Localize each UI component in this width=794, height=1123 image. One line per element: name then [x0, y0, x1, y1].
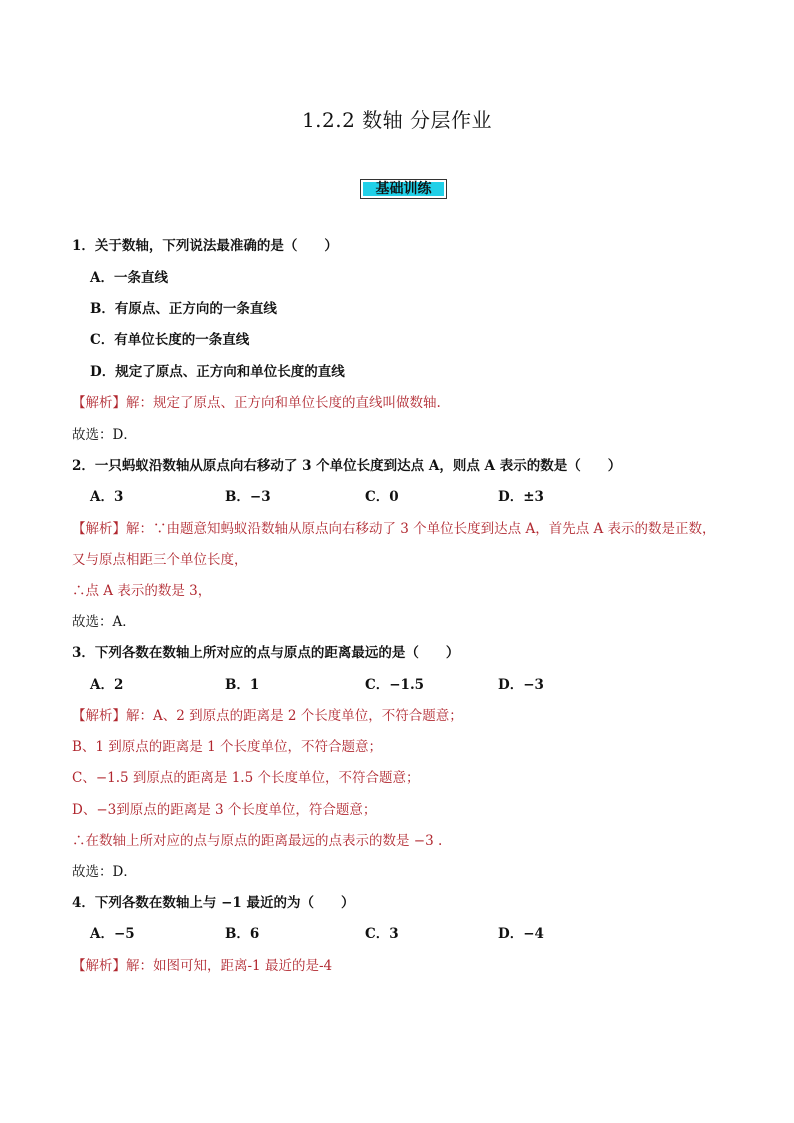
q2-option-a: A．3	[90, 489, 124, 505]
q1-option-c: C．有单位长度的一条直线	[90, 332, 250, 348]
section-badge	[360, 179, 447, 199]
q3-analysis-line-5: ∴在数轴上所对应的点与原点的距离最远的点表示的数是 −3 .	[72, 833, 443, 849]
q3-analysis-line-3: C、−1.5 到原点的距离是 1.5 个长度单位，不符合题意；	[72, 770, 420, 786]
q2-analysis-line-3: ∴点 A 表示的数是 3，	[72, 583, 212, 599]
q3-analysis-line-2: B、1 到原点的距离是 1 个长度单位，不符合题意；	[72, 739, 382, 755]
analysis-tag: 【解析】	[72, 958, 126, 974]
q4-analysis-text: 解：如图可知，距离-1 最近的是-4	[126, 958, 333, 974]
q3-analysis-line-4: D、−3到原点的距离是 3 个长度单位，符合题意；	[72, 802, 377, 818]
q3-option-a: A．2	[90, 677, 124, 693]
q2-analysis-line-2: 又与原点相距三个单位长度，	[72, 552, 248, 568]
q2-option-b: B．−3	[225, 489, 271, 505]
q2-option-c: C．0	[365, 489, 399, 505]
q3-option-c: C．−1.5	[365, 677, 425, 693]
q4-option-a: A．−5	[90, 926, 135, 942]
analysis-tag: 【解析】	[72, 708, 126, 724]
q3-answer: 故选：D．	[72, 864, 137, 880]
q3-analysis-text-1: 解：A、2 到原点的距离是 2 个长度单位，不符合题意；	[126, 708, 463, 724]
q3-option-b: B．1	[225, 677, 260, 693]
analysis-tag: 【解析】	[72, 521, 126, 537]
q4-analysis	[72, 956, 332, 976]
question-1-stem: 1．关于数轴，下列说法最准确的是（ ）	[72, 238, 338, 254]
q1-analysis	[72, 393, 441, 413]
page-title: 1.2.2 数轴 分层作业	[301, 108, 493, 132]
q2-analysis-text-1: 解：∵由题意知蚂蚁沿数轴从原点向右移动了 3 个单位长度到达点 A，首先点 A 表示的数是正数，	[126, 521, 716, 537]
q1-option-b: B．有原点、正方向的一条直线	[90, 301, 277, 317]
question-4-stem: 4．下列各数在数轴上与 −1 最近的为（ ）	[72, 895, 355, 911]
q4-option-d: D．−4	[498, 926, 544, 942]
q1-analysis-text: 解：规定了原点、正方向和单位长度的直线叫做数轴.	[126, 395, 441, 411]
section-badge-label: 基础训练	[363, 182, 444, 196]
q4-option-b: B．6	[225, 926, 260, 942]
q3-analysis-line-1	[72, 706, 463, 726]
q1-answer: 故选：D．	[72, 427, 137, 443]
q4-option-c: C．3	[365, 926, 399, 942]
q2-analysis-line-1	[72, 519, 716, 539]
question-3-stem: 3．下列各数在数轴上所对应的点与原点的距离最远的是（ ）	[72, 645, 460, 661]
q2-option-d: D．±3	[498, 489, 544, 505]
q3-option-d: D．−3	[498, 677, 544, 693]
q2-answer: 故选：A．	[72, 614, 136, 630]
question-2-stem: 2．一只蚂蚁沿数轴从原点向右移动了 3 个单位长度到达点 A，则点 A 表示的数是（ ）	[72, 458, 622, 474]
analysis-tag: 【解析】	[72, 395, 126, 411]
q1-option-a: A．一条直线	[90, 270, 168, 286]
q1-option-d: D．规定了原点、正方向和单位长度的直线	[90, 364, 345, 380]
